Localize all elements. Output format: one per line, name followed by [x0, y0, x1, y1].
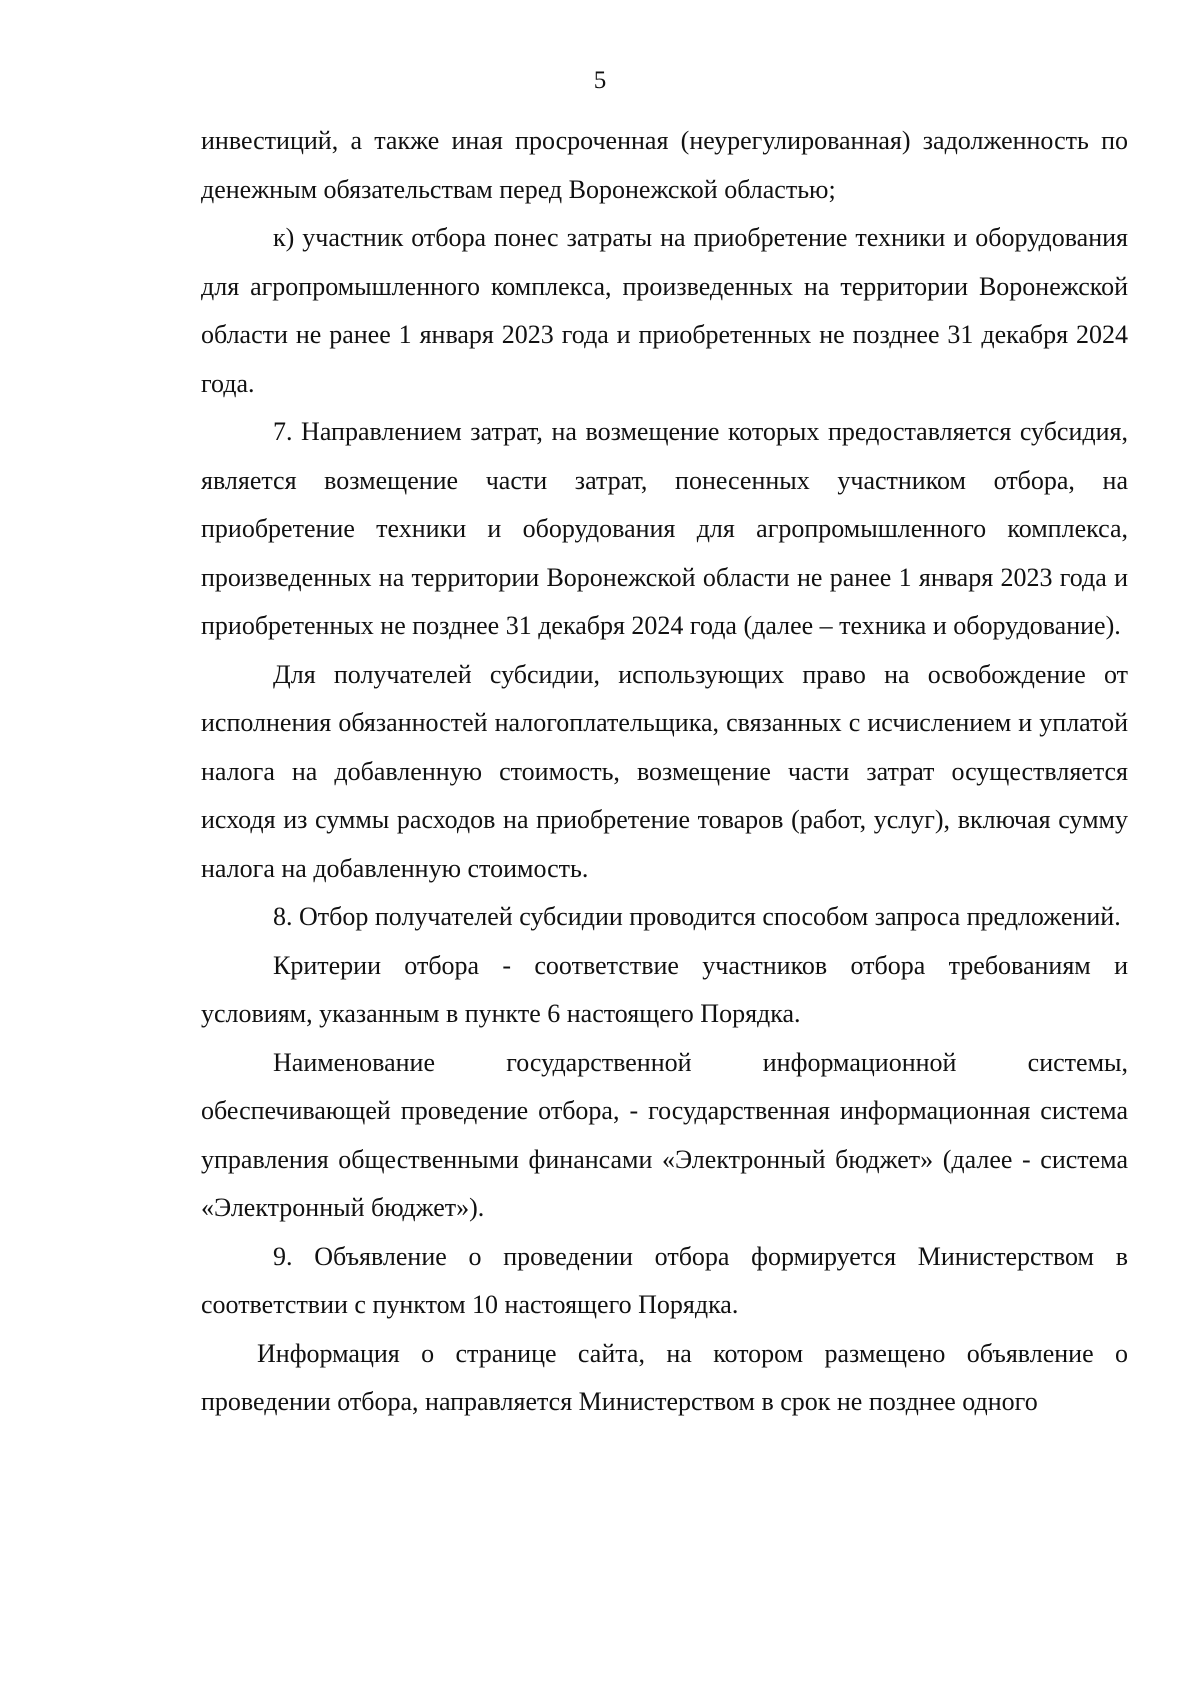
paragraph-section-8: 8. Отбор получателей субсидии проводится способом запроса предложений.: [273, 902, 1121, 931]
paragraph-section-7: 7. Направлением затрат, на возмещение которых предоставляется субсидия, является возмещение части затрат, понесенных участником отбора, на приобретение техники и оборудования для агропромышленного комплекса, произведенных на территории Воронежской области не ранее 1 января 2023 года и приобретенных не позднее 31 декабря 2024 года (далее – техника и оборудование).: [201, 417, 1128, 640]
paragraph-debt-continuation: инвестиций, а также иная просроченная (неурегулированная) задолженность по денежным обязательствам перед Воронежской областью;: [201, 126, 1128, 204]
page-number: 5: [593, 67, 607, 94]
document-body: [201, 117, 1128, 1427]
paragraph-site-information: Информация о странице сайта, на котором размещено объявление о проведении отбора, направляется Министерством в срок не позднее одного: [201, 1338, 1128, 1416]
paragraph-section-9: 9. Объявление о проведении отбора формируется Министерством в соответствии с пунктом 10 настоящего Порядка.: [201, 1241, 1128, 1319]
paragraph-item-k: к) участник отбора понес затраты на приобретение техники и оборудования для агропромышленного комплекса, произведенных на территории Воронежской области не ранее 1 января 2023 года и приобретенных не позднее 31 декабря 2024 года.: [201, 223, 1128, 398]
paragraph-information-system: Наименование государственной информационной системы, обеспечивающей проведение отбора, - государственная информационная система управления общественными финансами «Электронный бюджет» (далее - система «Электронный бюджет»).: [201, 1047, 1128, 1222]
paragraph-selection-criteria: Критерии отбора - соответствие участников отбора требованиям и условиям, указанным в пункте 6 настоящего Порядка.: [201, 950, 1128, 1028]
paragraph-vat-exemption: Для получателей субсидии, использующих право на освобождение от исполнения обязанностей налогоплательщика, связанных с исчислением и уплатой налога на добавленную стоимость, возмещение части затрат осуществляется исходя из суммы расходов на приобретение товаров (работ, услуг), включая сумму налога на добавленную стоимость.: [201, 659, 1128, 883]
